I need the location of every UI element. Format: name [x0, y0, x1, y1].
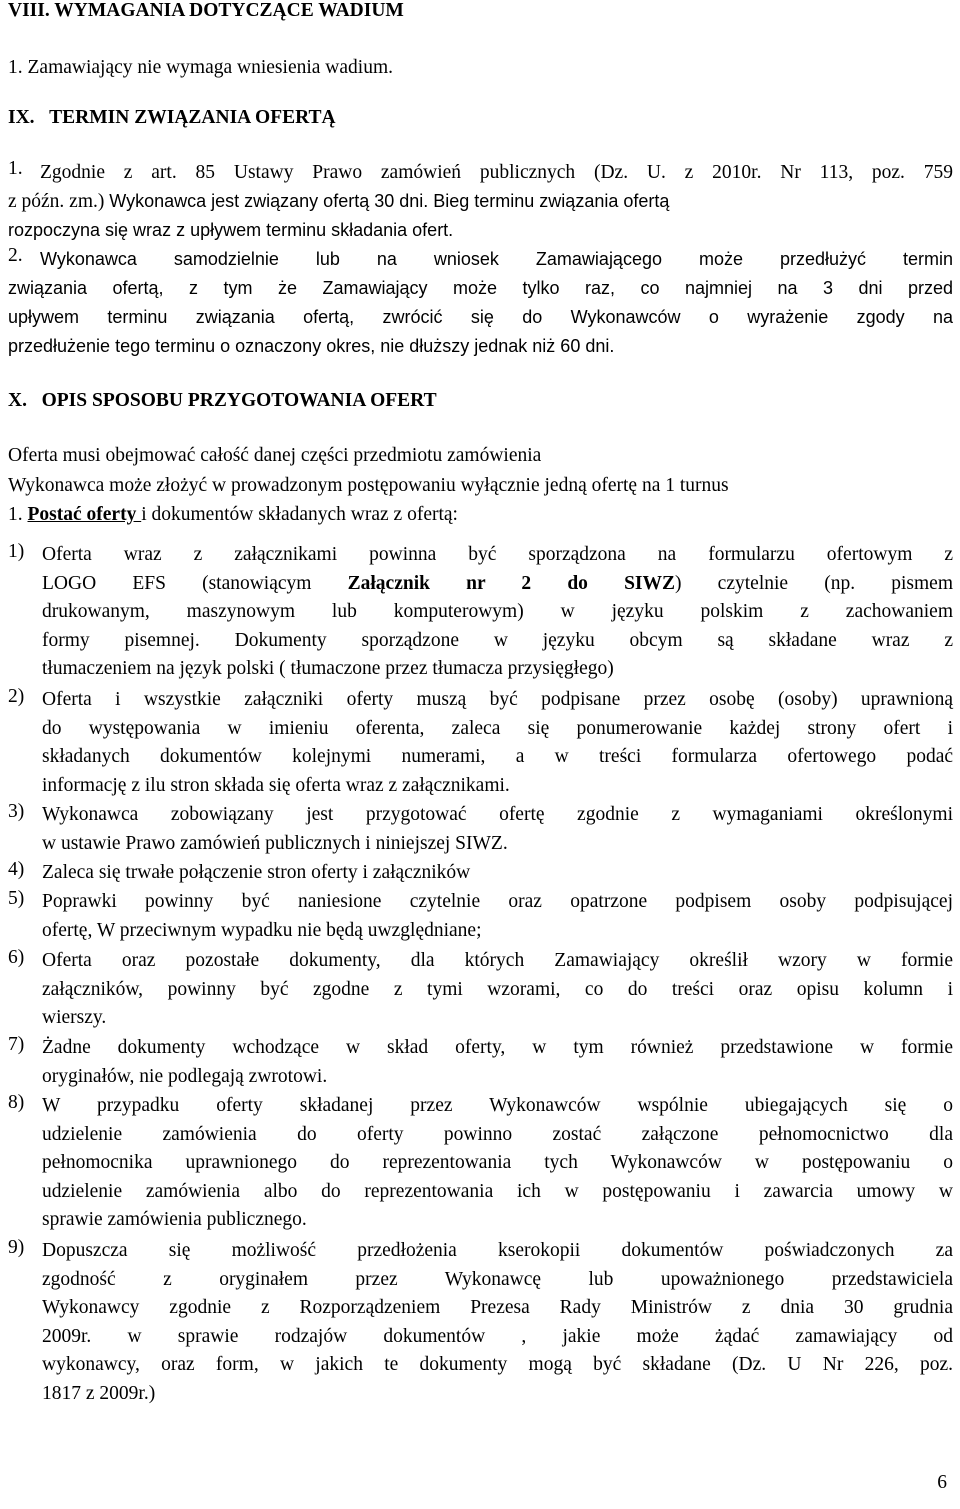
list-item-line: tłumaczeniem na język polski ( tłumaczone przez tłumacza przysięgłego) [42, 658, 614, 680]
list-item-number: 6) [8, 947, 25, 968]
list-item-1 [8, 541, 953, 684]
list-item-line: załączników, powinny być zgodne z tymi wzorami, co do treści oraz opisu kolumn i [42, 978, 953, 1000]
list-item-line: Zaleca się trwałe połączenie stron oferty i załączników [42, 862, 471, 883]
section-x-title: OPIS SPOSOBU PRZYGOTOWANIA OFERT [41, 390, 437, 411]
section-x-number: X. [8, 390, 27, 411]
list-item-line: sprawie zamówienia publicznego. [42, 1209, 307, 1231]
section-ix-paragraph-1 [8, 158, 953, 187]
list-item-line: formy pisemnej. Dokumenty sporządzone w języku obcym są składane wraz z [42, 629, 953, 651]
section-ix-paragraph-1-line-2: z późn. zm.) Wykonawca jest związany ofertą 30 dni. Bieg terminu związania ofertą [8, 191, 670, 212]
paragraph-line: związania ofertą, z tym że Zamawiający może tylko raz, co najmniej na 3 dni przed [8, 278, 953, 298]
list-item-line: Oferta wraz z załącznikami powinna być sporządzona na formularzu ofertowym z [42, 544, 953, 565]
paragraph-line: Wykonawca samodzielnie lub na wniosek Zamawiającego może przedłużyć termin [40, 249, 953, 269]
list-item-line: ofertę, W przeciwnym wypadku nie będą uwzględniane; [42, 919, 482, 941]
list-item-number: 5) [8, 888, 25, 909]
list-item-3 [8, 801, 953, 858]
list-item-line: Wykonawca zobowiązany jest przygotować ofertę zgodnie z wymaganiami określonymi [42, 804, 953, 825]
section-ix-heading [8, 103, 953, 132]
section-ix-title: TERMIN ZWIĄZANIA OFERTĄ [49, 107, 336, 128]
list-item-line: 1817 z 2009r.) [42, 1382, 156, 1404]
list-item-number: 1) [8, 541, 25, 562]
list-item-number: 7) [8, 1034, 25, 1055]
list-item-line: składanych dokumentów kolejnymi numerami, a w treści formularza ofertowego podać [42, 746, 953, 768]
list-item-line: Dopuszcza się możliwość przedłożenia kserokopii dokumentów poświadczonych za [42, 1240, 953, 1261]
list-item-line: pełnomocnika uprawnionego do reprezentowania tych Wykonawców w postępowaniu o [42, 1152, 953, 1174]
list-item-line: w ustawie Prawo zamówień publicznych i niniejszej SIWZ. [42, 832, 508, 854]
list-item-line: wierszy. [42, 1007, 107, 1029]
list-item-number: 3) [8, 801, 25, 822]
list-item-2 [8, 686, 953, 800]
list-item-number: 4) [8, 859, 25, 880]
list-item-line: oryginałów, nie podlegają zwrotowi. [42, 1065, 328, 1087]
list-item-6 [8, 947, 953, 1033]
list-item-number: 2) [8, 686, 25, 707]
list-item-8 [8, 1092, 953, 1235]
list-item-line: udzielenie zamówienia do oferty powinno zostać załączone pełnomocnictwo dla [42, 1123, 953, 1145]
paragraph-line: Zgodnie z art. 85 Ustawy Prawo zamówień publicznych (Dz. U. z 2010r. Nr 113, poz. 759 [40, 162, 953, 183]
list-item-line: Oferta oraz pozostałe dokumenty, dla których Zamawiający określił wzory w formie [42, 950, 953, 971]
list-item-number: 9) [8, 1237, 25, 1258]
list-item-9 [8, 1237, 953, 1409]
paragraph-line: przedłużenie tego terminu o oznaczony okres, nie dłuższy jednak niż 60 dni. [8, 336, 615, 356]
paragraph-number: 2. [8, 245, 23, 266]
list-item-line: 2009r. w sprawie rodzajów dokumentów , jakie może żądać zamawiający od [42, 1325, 953, 1347]
section-ix-paragraph-2 [8, 245, 953, 361]
section-viii-paragraph-1: 1. Zamawiający nie wymaga wniesienia wadium. [8, 57, 393, 78]
document-page [8, 0, 953, 1509]
attachment-reference: Załącznik nr 2 do SIWZ [347, 572, 676, 594]
list-item-line: udzielenie zamówienia albo do reprezentowania ich w postępowaniu i zawarcia umowy w [42, 1180, 953, 1202]
section-x-heading [8, 386, 953, 415]
list-item-line: informację z ilu stron składa się oferta wraz z załącznikami. [42, 774, 510, 796]
section-ix-number: IX. [8, 107, 35, 128]
list-item-line: W przypadku oferty składanej przez Wykonawców wspólnie ubiegających się o [42, 1095, 953, 1116]
subheading-underlined: Postać oferty [27, 504, 142, 525]
list-item-line: LOGO EFS (stanowiącym Załącznik nr 2 do SIWZ) czytelnie (np. pismem [42, 572, 953, 594]
section-x-intro-1: Oferta musi obejmować całość danej części przedmiotu zamówienia [8, 445, 542, 466]
list-item-4 [8, 859, 953, 888]
paragraph-line: upływem terminu związania ofertą, zwrócić się do Wykonawców o wyrażenie zgody na [8, 307, 953, 327]
list-item-line: Oferta i wszystkie załączniki oferty muszą być podpisane przez osobę (osoby) uprawnioną [42, 689, 953, 710]
paragraph-number: 1. [8, 158, 23, 179]
list-item-line: Poprawki powinny być naniesione czytelnie oraz opatrzone podpisem osoby podpisującej [42, 891, 953, 912]
list-item-line: do występowania w imieniu oferenta, zaleca się ponumerowanie każdej strony ofert i [42, 717, 953, 739]
page-number: 6 [937, 1472, 947, 1493]
list-item-number: 8) [8, 1092, 25, 1113]
list-item-line: drukowanym, maszynowym lub komputerowym) w języku polskim z zachowaniem [42, 601, 953, 623]
section-x-subheading: 1. Postać oferty i dokumentów składanych wraz z ofertą: [8, 504, 458, 525]
list-item-5 [8, 888, 953, 945]
list-item-line: wykonawcy, oraz form, w jakich te dokumenty mogą być składane (Dz. U Nr 226, poz. [42, 1354, 953, 1376]
list-item-7 [8, 1034, 953, 1091]
list-item-line: zgodność z oryginałem przez Wykonawcę lub upoważnionego przedstawiciela [42, 1268, 953, 1290]
section-viii-heading: VIII. WYMAGANIA DOTYCZĄCE WADIUM [8, 0, 404, 21]
list-item-line: Żadne dokumenty wchodzące w skład oferty, w tym również przedstawione w formie [42, 1037, 953, 1058]
section-ix-paragraph-1-line-3: rozpoczyna się wraz z upływem terminu składania ofert. [8, 220, 454, 240]
list-item-line: Wykonawcy zgodnie z Rozporządzeniem Prezesa Rady Ministrów z dnia 30 grudnia [42, 1297, 953, 1319]
section-x-intro-2: Wykonawca może złożyć w prowadzonym postępowaniu wyłącznie jedną ofertę na 1 turnus [8, 475, 729, 496]
